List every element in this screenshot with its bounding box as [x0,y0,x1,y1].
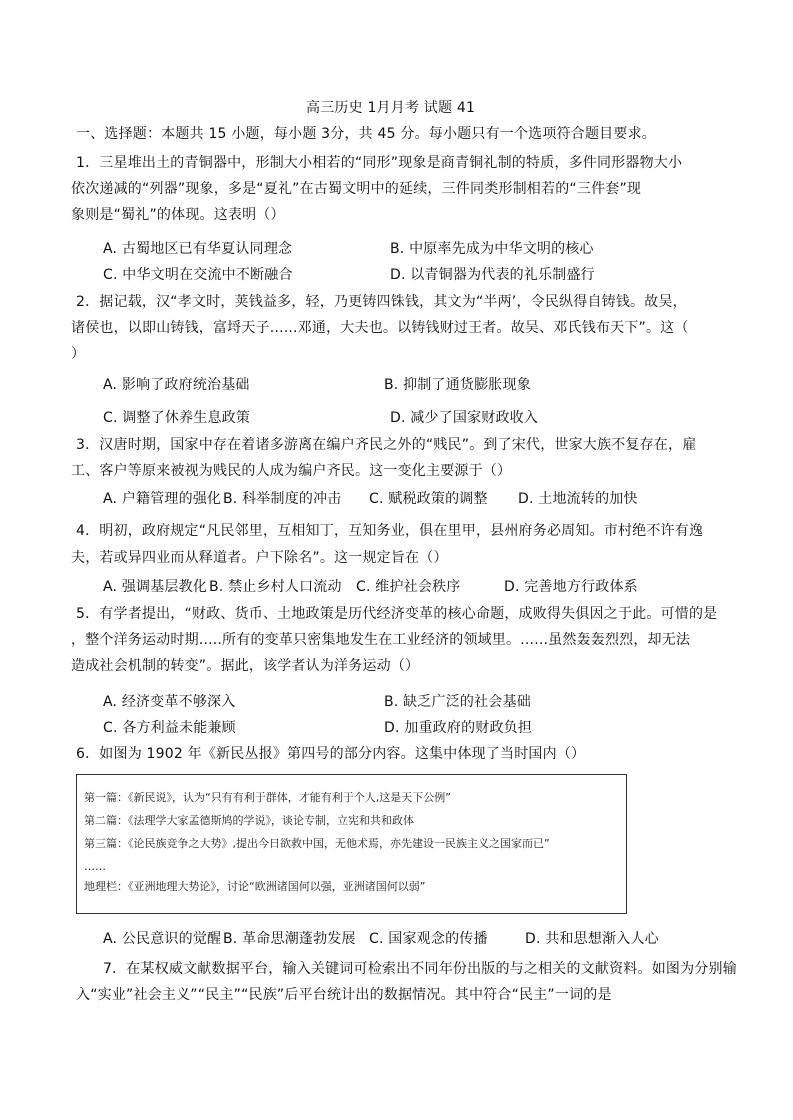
q5-stem-line2: ，整个洋务运动时期.....所有的变革只密集地发生在工业经济的领域里。......虽然轰轰烈烈，却无法 [71,632,691,648]
q3-option-d: D. 土地流转的加快 [518,491,638,507]
q2-option-c: C. 调整了休养生息政策 [103,410,251,426]
q1-option-d: D. 以青铜器为代表的礼乐制盛行 [390,267,595,283]
q6-option-d: D. 共和思想渐入人心 [525,931,659,947]
q6-newspaper-excerpt-box [76,774,627,914]
q3-stem-line1: 3．汉唐时期，国家中存在着诸多游离在编户齐民之外的“贱民”。到了宋代，世家大族不复存在，雇 [76,437,697,453]
q5-option-d: D. 加重政府的财政负担 [384,720,533,736]
q3-stem-line2: 工、客户等原来被视为贱民的人成为编户齐民。这一变化主要源于（） [71,463,512,479]
q3-option-c: C. 赋税政策的调整 [369,491,488,507]
q4-stem-line1: 4．明初，政府规定“凡民邻里，互相知丁，互知务业，俱在里甲，县州府务必周知。市村绝不许有逸 [76,523,704,539]
q6-stem-line1: 6．如图为 1902 年《新民丛报》第四号的部分内容。这集中体现了当时国内（） [76,746,586,762]
q1-option-a: A. 古蜀地区已有华夏认同理念 [103,241,293,257]
q1-stem-line2: 依次递减的“列器”现象，多是“夏礼”在古蜀文明中的延续，三件同类形制相若的“三件套”现 [71,181,642,197]
q2-option-d: D. 减少了国家财政收入 [390,410,539,426]
q6-option-a: A. 公民意识的觉醒 [103,931,222,947]
q6-option-b: B. 革命思潮蓬勃发展 [223,931,356,947]
q6-box-line1: 第一篇：《新民说》，认为“只有有利于群体，才能有利于个人,这是天下公例” [84,791,451,804]
q5-stem-line3: 造成社会机制的转变”。据此，该学者认为洋务运动（） [71,658,420,674]
q6-option-c: C. 国家观念的传播 [369,931,488,947]
q7-stem-line2: 入“实业”社会主义”“民主”“民族”后平台统计出的数据情况。其中符合“民主”一词的是 [76,987,612,1003]
section-instruction: 一、选择题：本题共 15 小题，每小题 3分，共 45 分。每小题只有一个选项符合题目要求。 [76,126,656,142]
q2-option-b: B. 抑制了通货膨胀现象 [384,377,531,393]
q6-box-line2: 第二篇：《法理学大家孟德斯鸠的学说》，谈论专制，立宪和共和政体 [84,814,414,827]
q1-option-b: B. 中原率先成为中华文明的核心 [390,241,594,257]
q1-stem-line1: 1．三星堆出土的青铜器中，形制大小相若的“同形”现象是商青铜礼制的特质，多件同形器物大小 [76,155,683,171]
q2-stem-line3: ） [71,346,86,362]
q4-option-a: A. 强调基层教化 [103,579,208,595]
page-title: 高三历史 1月月考 试题 41 [306,100,476,116]
q1-option-c: C. 中华文明在交流中不断融合 [103,267,293,283]
q6-box-line5: 地理栏：《亚洲地理大势论》，讨论“欧洲诸国何以强，亚洲诸国何以弱” [84,880,426,893]
q5-option-a: A. 经济变革不够深入 [103,694,236,710]
q6-box-line3: 第三篇：《论民族竞争之大势》,提出今日欲救中国，无他术焉，亦先建设一民族主义之国家而已” [84,837,550,850]
q5-stem-line1: 5．有学者提出，“财政、货币、土地政策是历代经济变革的核心命题，成败得失俱因之于此。可惜的是 [76,606,718,622]
q6-box-ellipsis: …… [84,860,106,873]
q2-option-a: A. 影响了政府统治基础 [103,377,250,393]
q3-option-b: B. 科举制度的冲击 [223,491,342,507]
q2-stem-line1: 2．据记载，汉“孝文时，荚钱益多，轻，乃更铸四铢钱，其文为“半两’，令民纵得自铸钱。故吴， [76,294,687,310]
q4-option-b: B. 禁止乡村人口流动 [209,579,342,595]
q5-option-b: B. 缺乏广泛的社会基础 [384,694,531,710]
q3-option-a: A. 户籍管理的强化 [103,491,222,507]
q1-stem-line3: 象则是“蜀礼”的体现。这表明（） [71,207,285,223]
q4-option-d: D. 完善地方行政体系 [504,579,638,595]
q7-stem-line1: 7．在某权威文献数据平台，输入关键词可检索出不同年份出版的与之相关的文献资料。如图为分别输 [103,961,737,977]
q4-option-c: C. 维护社会秩序 [356,579,461,595]
q4-stem-line2: 夫，若或异四业而从释道者。户下除名”。这一规定旨在（） [71,550,448,566]
q5-option-c: C. 各方利益未能兼顾 [103,720,236,736]
q2-stem-line2: 诸侯也，以即山铸钱，富埒天子......邓通，大夫也。以铸钱财过王者。故吴、邓氏钱布天下”。这（ [71,320,689,336]
